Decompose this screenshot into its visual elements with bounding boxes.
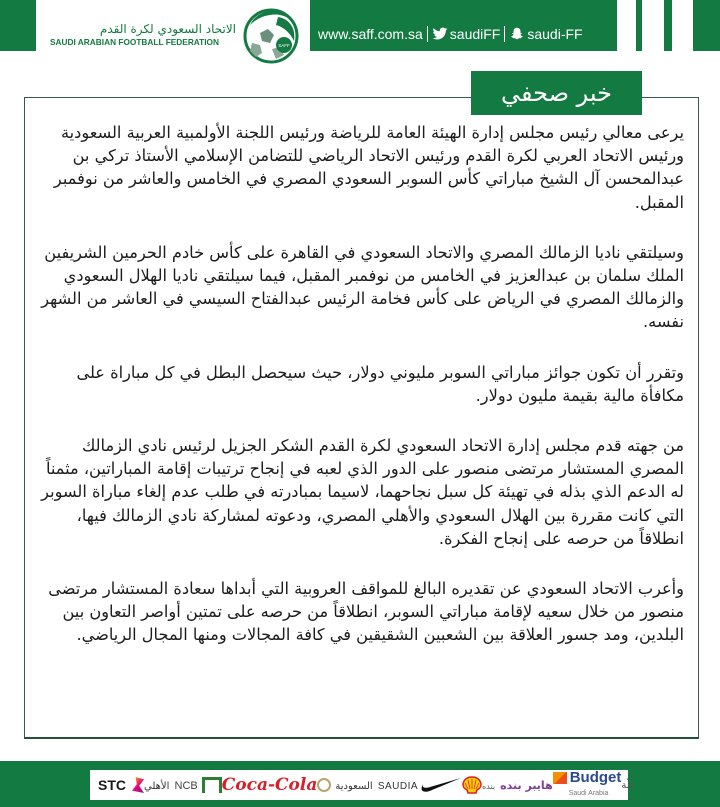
emblem-saff-text: SAFF <box>278 43 290 48</box>
paragraph: وتقرر أن تكون جوائز مباراتي السوبر مليوني دولار، حيث سيحصل البطل في كل مباراة على مكافأة مالية بقيمة مليون دولار. <box>76 362 684 405</box>
divider <box>427 26 428 42</box>
sponsor-saudia <box>317 778 418 792</box>
ncb-english-text: NCB <box>174 780 198 792</box>
federation-name-english: SAUDI ARABIAN FOOTBALL FEDERATION <box>50 37 220 47</box>
twitter-bird-icon <box>432 27 448 41</box>
federation-name-arabic: الاتحاد السعودي لكرة القدم <box>99 22 236 36</box>
sponsor-budget <box>553 769 622 799</box>
budget-sub-text: Saudi Arabia <box>568 789 609 797</box>
twitter-handle-link[interactable]: saudiFF <box>449 26 501 42</box>
federation-logo-text <box>50 22 236 48</box>
coca-cola-logo-text: Coca-Cola <box>221 775 318 795</box>
sponsor-shell <box>462 776 482 794</box>
header-contact-banner <box>310 0 617 51</box>
panda-arabic-text: هايبر بنده <box>500 778 553 792</box>
website-link[interactable]: www.saff.com.sa <box>318 26 423 42</box>
saudia-arabic-text: السعودية <box>335 781 373 792</box>
budget-logo-text: Budget <box>569 769 622 786</box>
press-release-title-badge <box>471 71 642 115</box>
press-release-body <box>30 121 684 674</box>
nike-swoosh-icon <box>418 777 462 793</box>
header-green-bar <box>636 0 642 51</box>
sponsor-nike <box>418 777 462 793</box>
paragraph: من جهته قدم مجلس إدارة الاتحاد السعودي لكرة القدم الشكر الجزيل لرئيس نادي الزمالك المصري المستشار مرتضى منصور على الدور الذي لعبه في إنجاح ترتيبات إقامة المباراتين، مثمناً له الدعم الذي بذله في تهيئة كل سبل نجاحهما، لاسيما بمبادرته في طلب عدم إلغاء مباراة السوبر التي كانت مقررة بين الهلال السعودي والأهلي المصري، ودعوته لمشاركة نادي الزمالك فيها، انطلاقاً من حرصه على إنجاح الفكرة. <box>41 436 684 548</box>
sponsor-last <box>621 780 634 791</box>
header-green-block-left <box>0 0 36 51</box>
sponsor-coca-cola <box>222 775 318 795</box>
paragraph: يرعى معالي رئيس مجلس إدارة الهيئة العامة للرياضة ورئيس اللجنة الأولمبية العربية السعودية ورئيس الاتحاد العربي لكرة القدم ورئيس الاتحاد الرياضي للتضامن الإسلامي الأستاذ تركي بن عبدالمحسن آل الشيخ مباراتي كأس السوبر السعودي المصري في الخامس والعاشر من نوفمبر المقبل. <box>53 123 684 212</box>
budget-logo-icon <box>553 772 567 784</box>
page-title: خبر صحفي <box>501 79 612 107</box>
saudia-english-text: SAUDIA <box>377 781 419 792</box>
sponsor-strip <box>90 769 635 800</box>
header-green-bar <box>664 0 672 51</box>
ncb-arabic-text: الأهلي <box>144 781 170 792</box>
stc-logo-icon <box>132 777 144 793</box>
divider <box>504 26 505 42</box>
header-green-block-right <box>693 0 720 51</box>
sponsor-panda <box>482 779 553 792</box>
sponsor-stc <box>98 777 144 793</box>
saudia-emblem-icon <box>317 778 331 792</box>
sponsor-ncb <box>144 777 222 793</box>
snapchat-ghost-icon <box>509 27 525 41</box>
panda-sub-text: بنده <box>482 781 496 791</box>
ncb-logo-icon <box>202 777 222 793</box>
shell-logo-icon <box>462 776 482 794</box>
stc-logo-text: STC <box>98 777 126 793</box>
snapchat-handle-link[interactable]: saudi-FF <box>527 26 583 42</box>
sponsor-last-text: دلّة <box>621 779 635 791</box>
paragraph: وسيلتقي ناديا الزمالك المصري والاتحاد السعودي في القاهرة على كأس خادم الحرمين الشريفين الملك سلمان بن عبدالعزيز في الخامس من نوفمبر المقبل، فيما سيلتقي ناديا الهلال السعودي والزمالك المصري في الرياض على كأس فخامة الرئيس عبدالفتاح السيسي في العاشر من الشهر نفسه. <box>41 242 684 332</box>
paragraph: وأعرب الاتحاد السعودي عن تقديره البالغ للمواقف العروبية التي أبداها سعادة المستشار مرتضى منصور من خلال سعيه لإقامة مباراتي السوبر، انطلاقاً من حرصه على تمتين أواصر التعاون بين البلدين، ومد جسور العلاقة بين الشعبين الشقيقين في كافة المجالات ومنها المجال الرياضي. <box>48 579 684 645</box>
saff-emblem-icon <box>240 3 302 65</box>
